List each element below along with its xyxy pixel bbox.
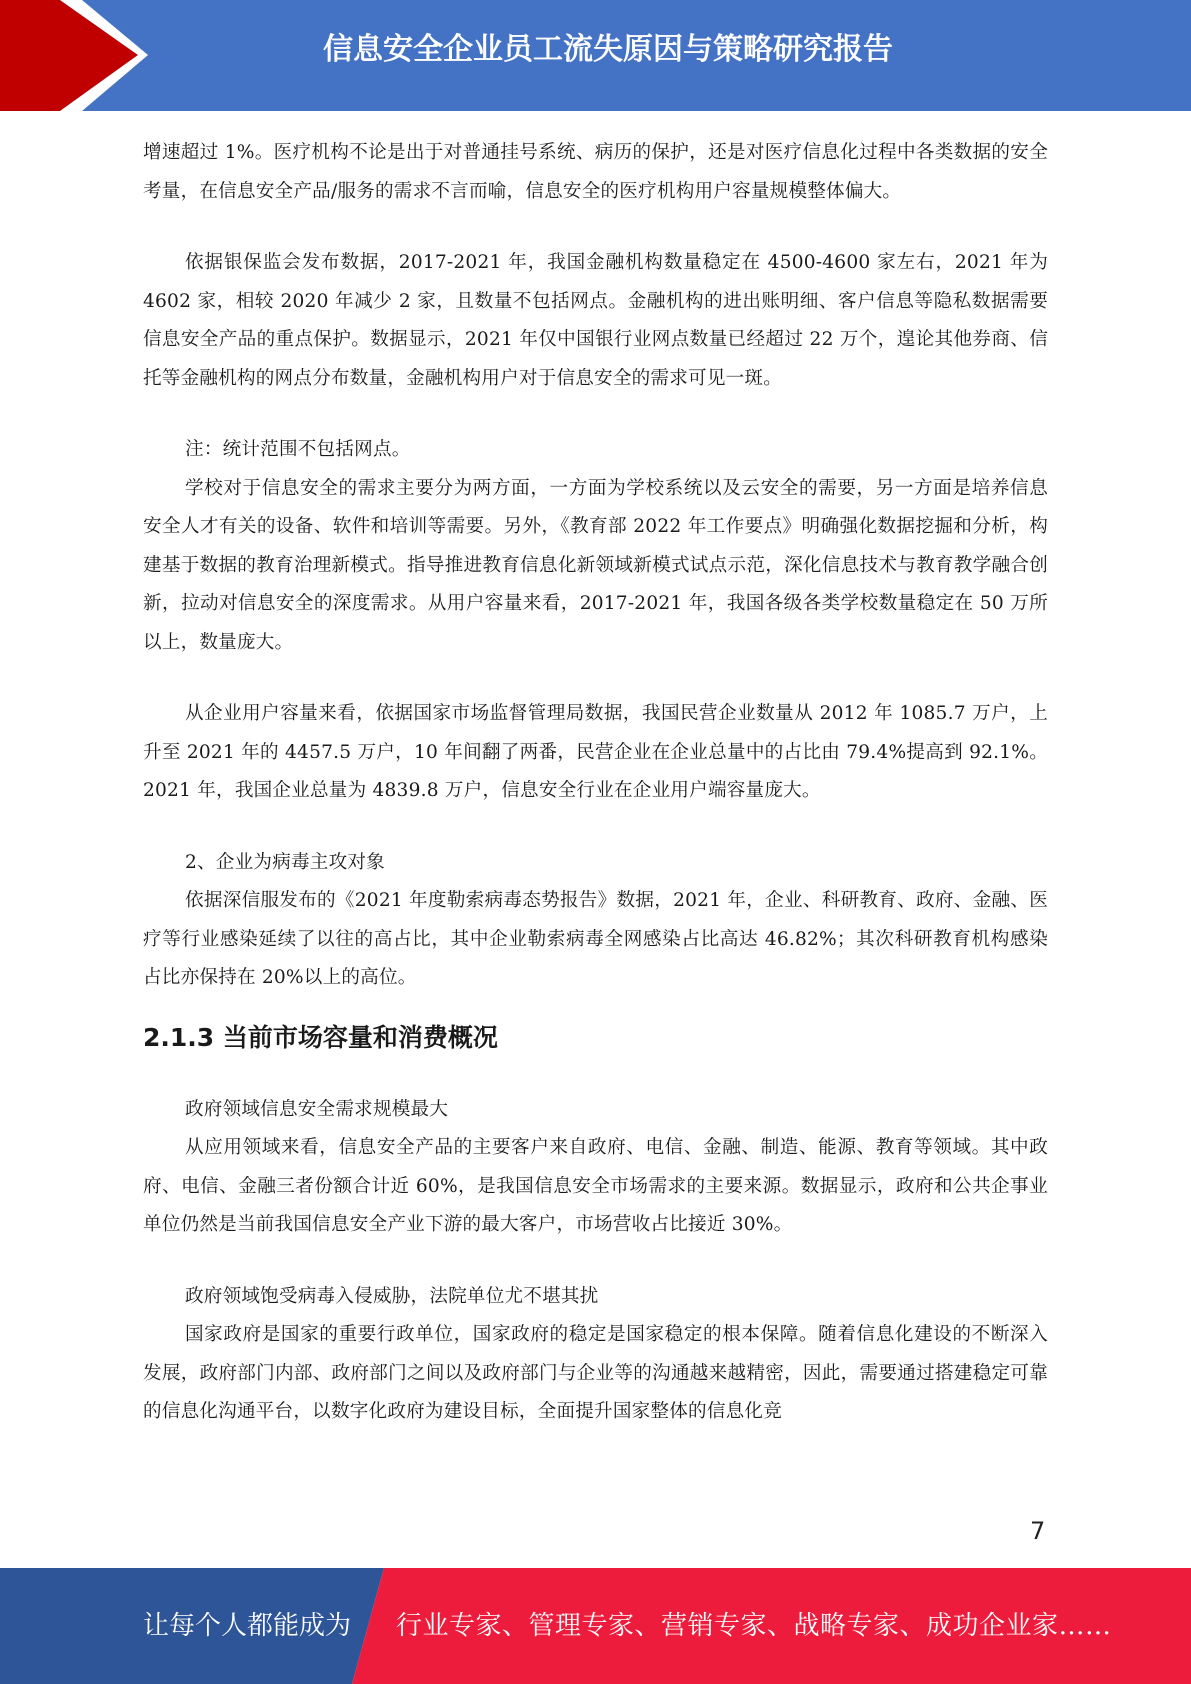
- paragraph-medical: 增速超过 1%。医疗机构不论是出于对普通挂号系统、病历的保护，还是对医疗信息化过程中各类数据的安全考量，在信息安全产品/服务的需求不言而喻，信息安全的医疗机构用户容量规模整体偏大。: [143, 142, 1048, 202]
- section-heading: 2.1.3 当前市场容量和消费概况: [143, 1022, 498, 1052]
- paragraph-ransomware: 依据深信服发布的《2021 年度勒索病毒态势报告》数据，2021 年，企业、科研教育、政府、金融、医疗等行业感染延续了以往的高占比，其中企业勒索病毒全网感染占比高达 46.82%；其次科研教育机构感染占比亦保持在 20%以上的高位。: [143, 890, 1048, 988]
- footer-slogan-left: 让每个人都能成为: [143, 1611, 352, 1641]
- subsection-label: 政府领域信息安全需求规模最大: [185, 1098, 449, 1120]
- subsection-label: 2、企业为病毒主攻对象: [185, 851, 385, 873]
- paragraph-enterprises: 从企业用户容量来看，依据国家市场监督管理局数据，我国民营企业数量从 2012 年 1085.7 万户，上升至 2021 年的 4457.5 万户，10 年间翻了两番，民营企业在企业总量中的占比由 79.4%提高到 92.1%。2021 年，我国企业总量为 4839.8 万户，信息安全行业在企业用户端容量庞大。: [143, 703, 1048, 801]
- page-number: 7: [1030, 1517, 1046, 1545]
- paragraph-application-fields: 从应用领域来看，信息安全产品的主要客户来自政府、电信、金融、制造、能源、教育等领域。其中政府、电信、金融三者份额合计近 60%，是我国信息安全市场需求的主要来源。数据显示，政府和公共企事业单位仍然是当前我国信息安全产业下游的最大客户，市场营收占比接近 30%。: [143, 1137, 1048, 1235]
- paragraph-government: 国家政府是国家的重要行政单位，国家政府的稳定是国家稳定的根本保障。随着信息化建设的不断深入发展，政府部门内部、政府部门之间以及政府部门与企业等的沟通越来越精密，因此，需要通过搭建稳定可靠的信息化沟通平台，以数字化政府为建设目标，全面提升国家整体的信息化竞: [143, 1324, 1048, 1422]
- document-body: [143, 134, 1048, 1432]
- page-header-banner: [0, 0, 1191, 111]
- page-footer-banner: [0, 1568, 1191, 1684]
- paragraph-schools: 学校对于信息安全的需求主要分为两方面，一方面为学校系统以及云安全的需要，另一方面是培养信息安全人才有关的设备、软件和培训等需要。另外，《教育部 2022 年工作要点》明确强化数据挖掘和分析，构建基于数据的教育治理新模式。指导推进教育信息化新领域新模式试点示范，深化信息技术与教育教学融合创新，拉动对信息安全的深度需求。从用户容量来看，2017-2021 年，我国各级各类学校数量稳定在 50 万所以上，数量庞大。: [143, 477, 1048, 653]
- header-title: 信息安全企业员工流失原因与策略研究报告: [323, 32, 893, 67]
- paragraph-finance: 依据银保监会发布数据，2017-2021 年，我国金融机构数量稳定在 4500-4600 家左右，2021 年为 4602 家，相较 2020 年减少 2 家，且数量不包括网点。金融机构的进出账明细、客户信息等隐私数据需要信息安全产品的重点保护。数据显示，2021 年仅中国银行业网点数量已经超过 22 万个，遑论其他券商、信托等金融机构的网点分布数量，金融机构用户对于信息安全的需求可见一斑。: [143, 252, 1048, 389]
- subsection-label: 政府领域饱受病毒入侵威胁，法院单位尤不堪其扰: [185, 1285, 599, 1307]
- footer-slogan-right: 行业专家、管理专家、营销专家、战略专家、成功企业家……: [396, 1611, 1112, 1641]
- note-text: 注：统计范围不包括网点。: [185, 439, 411, 460]
